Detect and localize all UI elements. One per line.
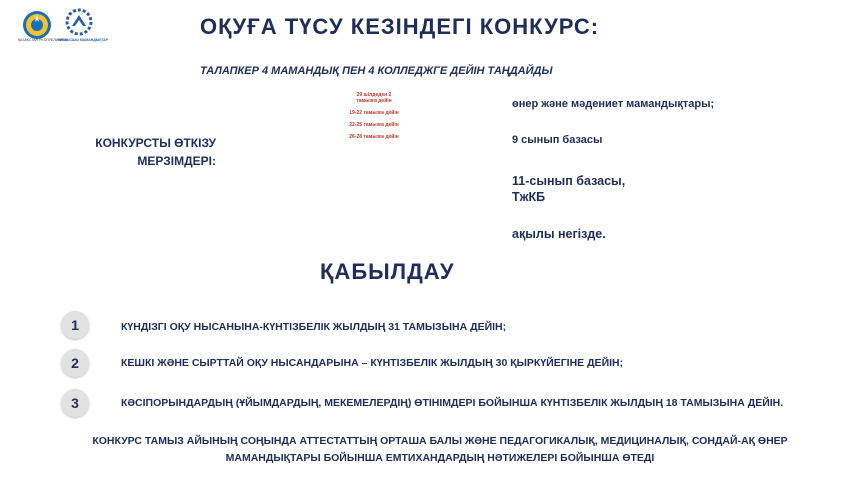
state-emblem-logo bbox=[22, 10, 52, 40]
admission-item-full-time: КҮНДІЗГІ ОҚУ НЫСАНЫНА-КҮНТІЗБЕЛІК ЖЫЛДЫҢ 31 ТАМЫЗЫНА ДЕЙІН; bbox=[121, 321, 507, 333]
schedule-label: КОНКУРСТЫ ӨТКІЗУ МЕРЗІМДЕРІ: bbox=[95, 136, 216, 168]
category-arts: өнер және мәдениет мамандықтары; bbox=[512, 98, 715, 110]
page-title: ОҚУҒА ТҮСУ КЕЗІНДЕГІ КОНКУРС: bbox=[200, 14, 600, 39]
number-badge-3: 3 bbox=[61, 389, 89, 417]
admission-heading: ҚАБЫЛДАУ bbox=[320, 259, 455, 284]
number-badge-1: 1 bbox=[61, 311, 89, 339]
schedule-dates bbox=[338, 92, 410, 146]
category-paid: ақылы негізде. bbox=[512, 227, 606, 241]
page-subtitle: ТАЛАПКЕР 4 МАМАНДЫҚ ПЕН 4 КОЛЛЕДЖГЕ ДЕЙІН ТАҢДАЙДЫ bbox=[200, 65, 553, 77]
date-range-1: 29 шілдеден 2 тамызға дейін bbox=[356, 92, 392, 104]
left-logo-caption: ҚАЗАҚСТАН РЕСПУБЛИКАСЫ bbox=[18, 38, 69, 42]
category-grade-9: 9 сынып базасы bbox=[512, 134, 603, 146]
admission-item-evening-distance: КЕШКІ ЖӘНЕ СЫРТТАЙ ОҚУ НЫСАНДАРЫНА – КҮНТІЗБЕЛІК ЖЫЛДЫҢ 30 ҚЫРКҮЙЕГІНЕ ДЕЙІН; bbox=[121, 357, 624, 369]
date-range-2: 19-22 тамызға дейін bbox=[349, 110, 399, 116]
right-logo-caption: ЖҰМЫСШЫ МАМАНДЫҚТАР bbox=[58, 38, 109, 42]
category-grade-11: 11-сынып базасы, ТжКБ bbox=[512, 174, 626, 204]
number-badge-2: 2 bbox=[61, 349, 89, 377]
date-range-3: 22-25 тамызға дейін bbox=[349, 122, 399, 128]
date-range-4: 26-28 тамызға дейін bbox=[349, 134, 399, 140]
working-professions-logo bbox=[62, 8, 96, 38]
admission-item-enterprise: КӘСІПОРЫНДАРДЫҢ (ҰЙЫМДАРДЫҢ, МЕКЕМЕЛЕРДІҢ) ӨТІНІМДЕРІ БОЙЫНША КҮНТІЗБЕЛІК ЖЫЛДЫҢ 18 ТАМЫЗЫНА ДЕЙІН. bbox=[121, 397, 784, 409]
footer-note: КОНКУРС ТАМЫЗ АЙЫНЫҢ СОҢЫНДА АТТЕСТАТТЫҢ ОРТАША БАЛЫ ЖӘНЕ ПЕДАГОГИКАЛЫҚ, МЕДИЦИНАЛЫҚ, СОНДАЙ-АҚ ӨНЕР МАМАНДЫҚТАРЫ БОЙЫНША ЕМТИХАНДАРДЫҢ НӘТИЖЕЛЕРІ БОЙЫНША ӨТЕДІ bbox=[92, 435, 788, 464]
